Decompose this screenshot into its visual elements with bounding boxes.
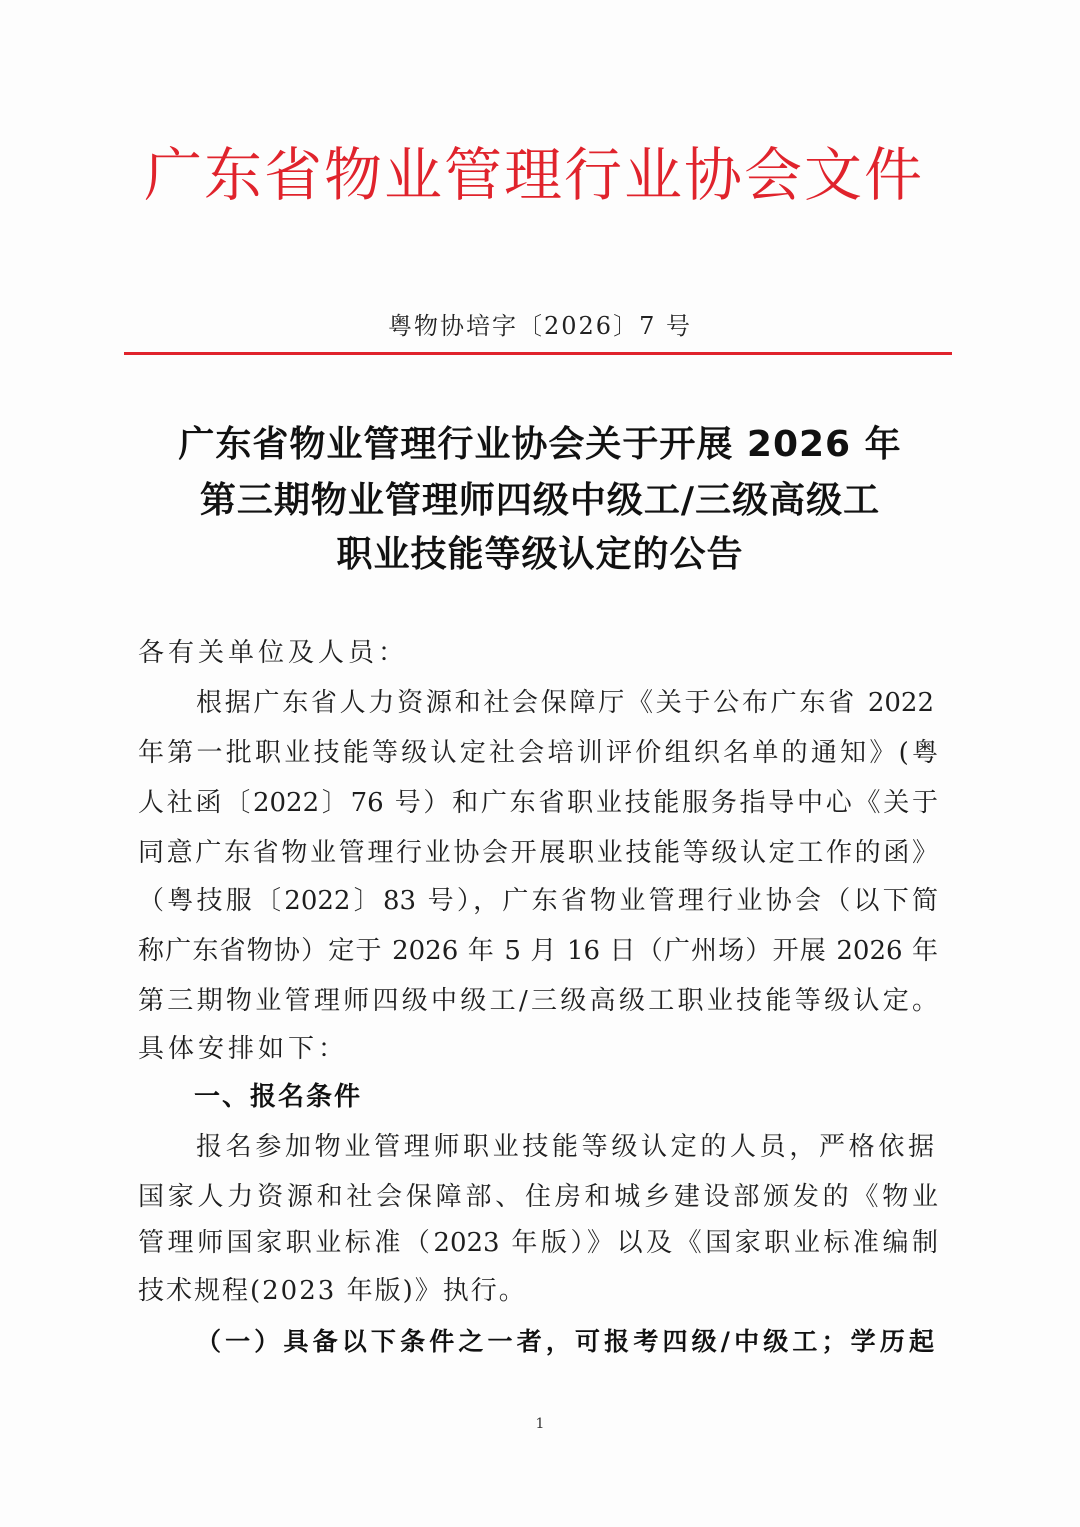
salutation: 各有关单位及人员：	[138, 638, 409, 668]
page-number: 1	[535, 1416, 545, 1432]
notice-title-line-3: 职业技能等级认定的公告	[336, 534, 744, 575]
paragraph-2-line: 技术规程(2023 年版)》执行。	[138, 1276, 527, 1306]
document-number: 粤物协培字〔2026〕7 号	[388, 312, 692, 340]
paragraph-2-line: 报名参加物业管理师职业技能等级认定的人员，严格依据	[196, 1132, 934, 1162]
notice-title-line-2: 第三期物业管理师四级中级工/三级高级工	[199, 480, 881, 521]
paragraph-1-line: 同意广东省物业管理行业协会开展职业技能等级认定工作的函》	[138, 838, 938, 868]
paragraph-1-line: 人社函〔2022〕76 号）和广东省职业技能服务指导中心《关于	[138, 788, 938, 818]
notice-title-line-1: 广东省物业管理行业协会关于开展 2026 年	[178, 424, 902, 465]
paragraph-1-line: 称广东省物协）定于 2026 年 5 月 16 日（广州场）开展 2026 年	[138, 936, 938, 966]
paragraph-1-line: 根据广东省人力资源和社会保障厅《关于公布广东省 2022	[196, 688, 934, 718]
paragraph-2-line: 国家人力资源和社会保障部、住房和城乡建设部颁发的《物业	[138, 1182, 938, 1212]
paragraph-2-line: 管理师国家职业标准（2023 年版）》以及《国家职业标准编制	[138, 1228, 938, 1258]
paragraph-1-line: 年第一批职业技能等级认定社会培训评价组织名单的通知》(粤	[138, 738, 938, 768]
subsection-heading-1: （一）具备以下条件之一者，可报考四级/中级工；学历起	[196, 1327, 934, 1356]
paragraph-1-line: 第三期物业管理师四级中级工/三级高级工职业技能等级认定。	[138, 986, 938, 1016]
paragraph-1-line: （粤技服〔2022〕83 号），广东省物业管理行业协会（以下简	[138, 886, 938, 916]
paragraph-1-line: 具体安排如下：	[138, 1034, 349, 1064]
red-divider-line	[124, 352, 952, 355]
section-heading-registration: 一、报名条件	[194, 1082, 363, 1112]
masthead-title: 广东省物业管理行业协会文件	[143, 141, 924, 209]
